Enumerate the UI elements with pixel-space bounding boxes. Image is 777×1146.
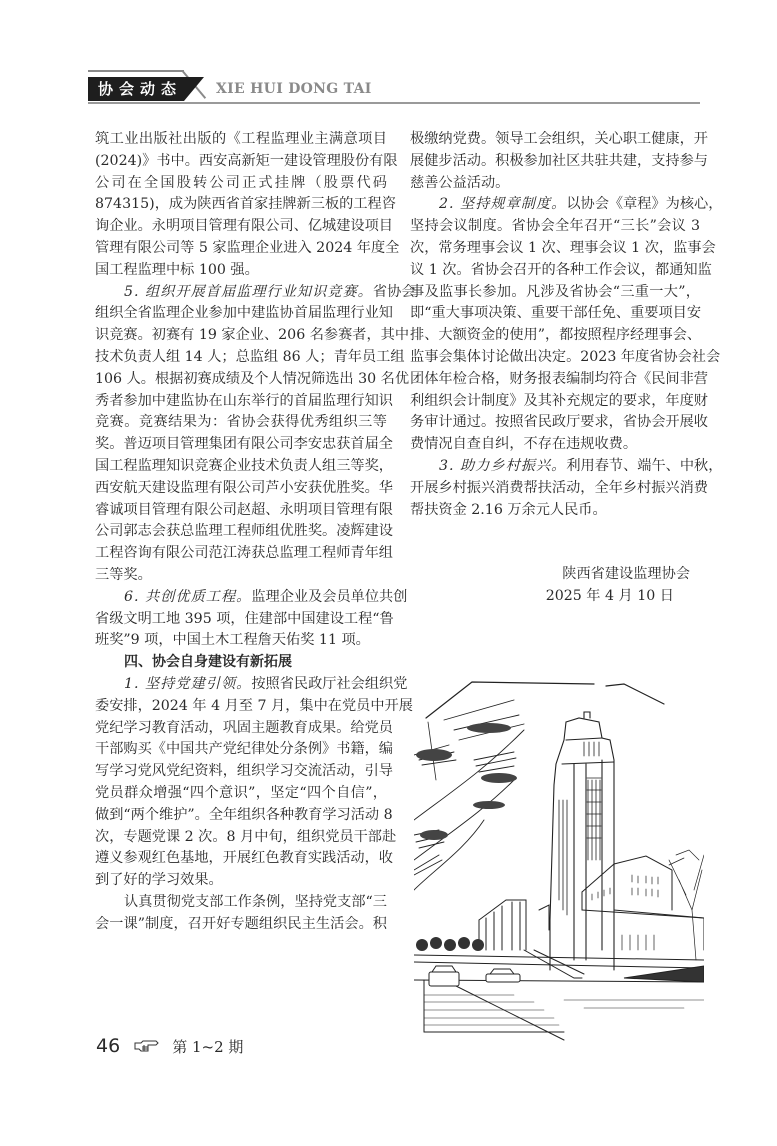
text-line: 奖。普迈项目管理集团有限公司李安忠获首届全 xyxy=(95,436,393,453)
text-line: 议 1 次。省协会召开的各种工作会议，都通知监 xyxy=(410,261,712,278)
text-line: 监事会集体讨论做出决定。2023 年度省协会社会 xyxy=(410,348,721,365)
paragraph-party-building xyxy=(95,674,413,892)
paragraph-rules xyxy=(410,194,723,456)
text-line: 询企业。永明项目管理有限公司、亿城建设项目 xyxy=(95,218,393,235)
text-line: 坚持会议制度。省协会全年召开“三长”会议 3 xyxy=(410,218,700,235)
signature-date: 2025 年 4 月 10 日 xyxy=(545,588,674,605)
paragraph-continued xyxy=(410,129,708,194)
right-column xyxy=(410,129,723,608)
text-line: 按照省民政厅社会组织党 xyxy=(251,675,408,692)
text-line: 秀者参加中建监协在山东举行的首届监理行知识 xyxy=(95,392,393,409)
text-line: 以协会《章程》为核心， xyxy=(566,196,723,213)
page-footer xyxy=(96,1033,243,1059)
paragraph-rural xyxy=(410,456,723,521)
text-line: 识竞赛。初赛有 19 家企业、206 名参赛者，其中 xyxy=(95,327,410,344)
text-line: 公司郭志会获总监理工程师组优胜奖。凌辉建设 xyxy=(95,523,393,540)
text-line: 排、大额资金的使用”，都按照程序经理事会、 xyxy=(410,327,702,344)
paragraph-branch xyxy=(95,892,387,936)
text-line: 做到“两个维护”。全年组织各种教育学习活动 8 xyxy=(95,806,393,823)
text-line: 组织全省监理企业参加中建监协首届监理行业知 xyxy=(95,305,393,322)
text-line: 管理有限公司等 5 家监理企业进入 2024 年度全 xyxy=(95,239,400,256)
text-line: 务审计通过。按照省民政厅要求，省协会开展收 xyxy=(410,414,708,431)
text-line: 国工程监理中标 100 强。 xyxy=(95,261,259,278)
signature-block xyxy=(410,564,700,608)
text-line: 遵义参观红色基地，开展红色教育实践活动，收 xyxy=(95,850,393,867)
header-bottom-rule xyxy=(88,102,700,104)
text-line: 慈善公益活动。 xyxy=(410,174,510,191)
text-line: 团体年检合格，财务报表编制均符合《民间非营 xyxy=(410,370,708,387)
paragraph-item-6 xyxy=(95,587,408,652)
text-line: 西安航天建设监理有限公司芦小安获优胜奖。华 xyxy=(95,479,393,496)
text-line: 干部购买《中国共产党纪律处分条例》书籍，编 xyxy=(95,741,393,758)
pointing-hand-icon xyxy=(134,1039,160,1053)
text-line: 874315)，成为陕西省首家挂牌新三板的工程咨 xyxy=(95,196,396,213)
issue-number: 第 1~2 期 xyxy=(172,1037,244,1056)
text-line: 竞赛。竞赛结果为：省协会获得优秀组织三等 xyxy=(95,414,387,431)
building-sketch-illustration xyxy=(414,660,704,1045)
text-line: 国工程监理知识竞赛企业技术负责人组三等奖， xyxy=(95,457,393,474)
text-line: 省协会 xyxy=(372,283,416,300)
text-line: 党员群众增强“四个意识”，坚定“四个自信”， xyxy=(95,784,387,801)
text-line: 极缴纳党费。领导工会组织，关心职工健康，开 xyxy=(410,131,708,147)
text-line: 筑工业出版社出版的《工程监理业主满意项目 xyxy=(95,131,387,147)
text-line: 帮扶资金 2.16 万余元人民币。 xyxy=(410,501,607,518)
item-title: 3. 助力乡村振兴。 xyxy=(439,457,567,474)
text-line: 监理企业及会员单位共创 xyxy=(251,588,408,605)
text-line: 展健步活动。积极参加社区共驻共建，支持参与 xyxy=(410,152,708,169)
text-line: 到了好的学习效果。 xyxy=(95,872,223,889)
text-line: 即“重大事项决策、重要干部任免、重要项目安 xyxy=(410,305,702,322)
text-line: 班奖”9 项，中国土木工程詹天佑奖 11 项。 xyxy=(95,632,370,649)
section-title-cn: 协会动态 xyxy=(88,77,184,101)
page-number: 46 xyxy=(96,1035,121,1057)
text-line: 技术负责人组 14 人；总监组 86 人；青年员工组 xyxy=(95,348,405,365)
text-line: 利用春节、端午、中秋， xyxy=(566,457,723,474)
text-line: 党纪学习教育活动，巩固主题教育成果。给党员 xyxy=(95,719,393,736)
text-line: 会一课”制度，召开好专题组织民主生活会。积 xyxy=(95,915,387,932)
text-line: 省级文明工地 395 项，住建部中国建设工程“鲁 xyxy=(95,610,394,627)
text-line: 睿诚项目管理有限公司赵超、永明项目管理有限 xyxy=(95,501,393,518)
item-title: 1. 坚持党建引领。 xyxy=(124,675,252,692)
text-line: 委安排，2024 年 4 月至 7 月，集中在党员中开展 xyxy=(95,697,413,714)
section-heading: 四、协会自身建设有新拓展 xyxy=(124,654,292,671)
text-line: 106 人。根据初赛成绩及个人情况筛选出 30 名优 xyxy=(95,370,410,387)
text-line: 开展乡村振兴消费帮扶活动，全年乡村振兴消费 xyxy=(410,479,708,496)
text-line: 事及监事长参加。凡涉及省协会“三重一大”， xyxy=(410,283,700,300)
text-line: 三等奖。 xyxy=(95,566,152,583)
text-line: 费情况自查自纠，不存在违规收费。 xyxy=(410,436,638,453)
section-tab-slant xyxy=(184,77,204,101)
left-column xyxy=(95,129,416,935)
text-line: 写学习党风党纪资料，组织学习交流活动，引导 xyxy=(95,763,393,780)
item-title: 2. 坚持规章制度。 xyxy=(439,196,567,213)
building-sketch-icon xyxy=(414,660,704,1045)
paragraph-publication xyxy=(95,129,400,282)
section-header xyxy=(88,64,700,104)
text-line: 利组织会计制度》及其补充规定的要求，年度财 xyxy=(410,392,708,409)
item-title: 5. 组织开展首届监理行业知识竞赛。 xyxy=(124,283,373,300)
text-line: 工程咨询有限公司范江涛获总监理工程师青年组 xyxy=(95,545,393,562)
text-line: 公司在全国股转公司正式挂牌（股票代码 xyxy=(95,174,387,191)
text-line: 认真贯彻党支部工作条例，坚持党支部“三 xyxy=(124,893,387,910)
paragraph-item-5 xyxy=(95,282,416,587)
item-title: 6. 共创优质工程。 xyxy=(124,588,252,605)
section-title-en: XIE HUI DONG TAI xyxy=(216,81,372,97)
text-line: (2024)》书中。西安高新矩一建设管理股份有限 xyxy=(95,152,398,169)
text-line: 次，常务理事会议 1 次、理事会议 1 次，监事会 xyxy=(410,239,716,256)
header-top-rule xyxy=(88,70,184,72)
signature-organization: 陕西省建设监理协会 xyxy=(562,566,690,583)
text-line: 次，专题党课 2 次。8 月中旬，组织党员干部赴 xyxy=(95,828,397,845)
